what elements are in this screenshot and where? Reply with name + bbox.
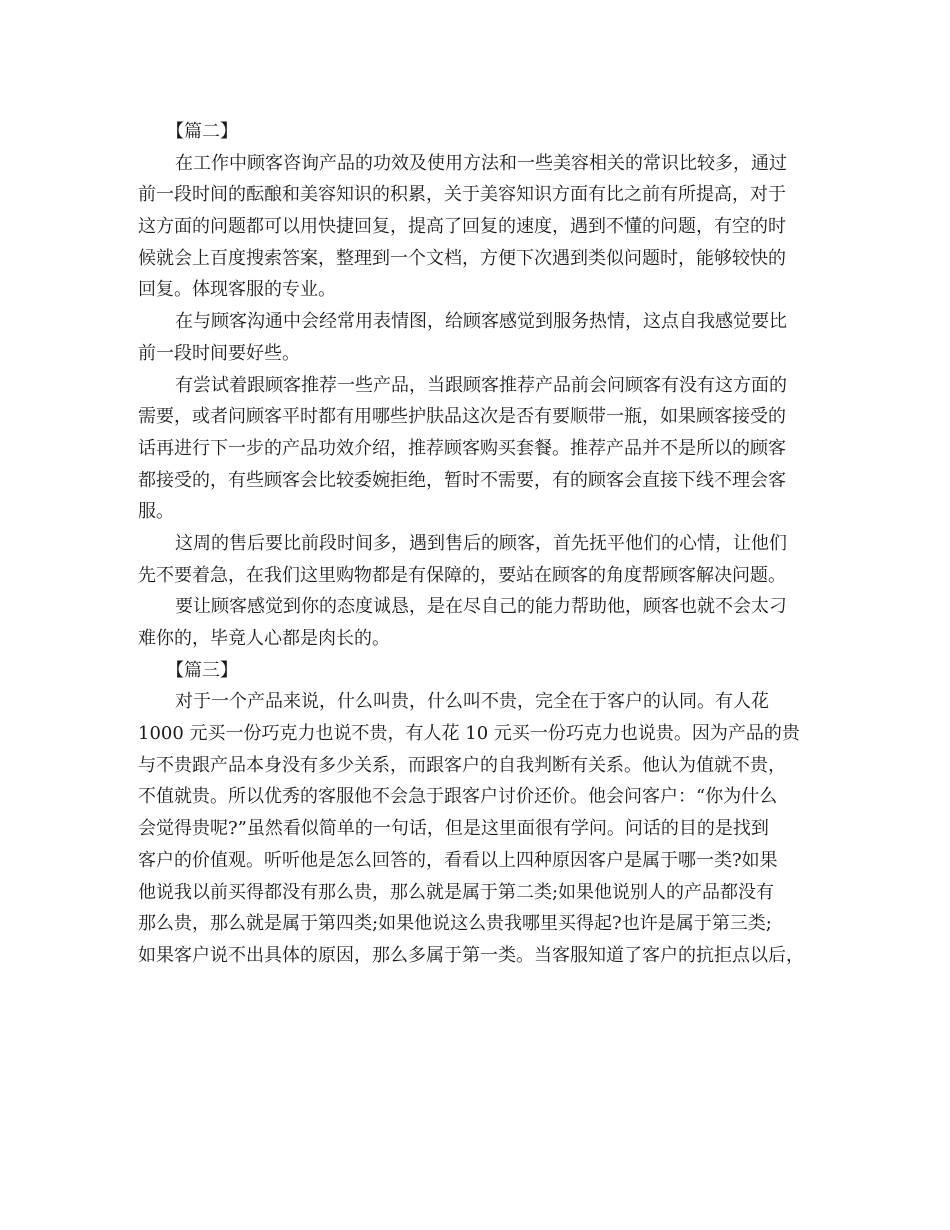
paragraph-line: 候就会上百度搜索答案，整理到一个文档，方便下次遇到类似问题时，能够较快的 (138, 247, 786, 269)
paragraph-line: 在工作中顾客咨询产品的功效及使用方法和一些美容相关的常识比较多，通过 (175, 152, 787, 174)
paragraph-line: 难你的，毕竟人心都是肉长的。 (138, 628, 390, 649)
paragraph-line: 回复。体现客服的专业。 (138, 279, 336, 301)
paragraph-line: 那么贵，那么就是属于第四类;如果他说这么贵我哪里买得起?也许是属于第三类; (138, 913, 772, 935)
paragraph-line: 1000 元买一份巧克力也说不贵，有人花 10 元买一份巧克力也说贵。因为产品的贵 (138, 723, 800, 745)
document-body (138, 116, 828, 972)
section-heading-3: 【篇三】 (166, 659, 238, 681)
paragraph-line: 要让顾客感觉到你的态度诚恳，是在尽自己的能力帮助他，顾客也就不会太刁 (175, 596, 787, 618)
paragraph-line: 对于一个产品来说，什么叫贵，什么叫不贵，完全在于客户的认同。有人花 (175, 691, 769, 713)
paragraph-line: 会觉得贵呢?”虽然看似简单的一句话，但是这里面很有学问。问话的目的是找到 (138, 818, 769, 840)
paragraph-line: 他说我以前买得都没有那么贵，那么就是属于第二类;如果他说别人的产品都没有 (138, 881, 775, 903)
paragraph-line: 不值就贵。所以优秀的客服他不会急于跟客户讨价还价。他会问客户：“你为什么 (138, 786, 778, 808)
paragraph-line: 先不要着急，在我们这里购物都是有保障的，要站在顾客的角度帮顾客解决问题。 (138, 564, 786, 586)
paragraph-line: 这周的售后要比前段时间多，遇到售后的顾客，首先抚平他们的心情，让他们 (175, 532, 787, 554)
paragraph-line: 都接受的，有些顾客会比较委婉拒绝，暂时不需要，有的顾客会直接下线不理会客 (138, 469, 786, 491)
paragraph-line: 如果客户说不出具体的原因，那么多属于第一类。当客服知道了客户的抗拒点以后， (138, 944, 804, 966)
paragraph-line: 需要，或者问顾客平时都有用哪些护肤品这次是否有要顺带一瓶，如果顾客接受的 (138, 406, 786, 428)
paragraph-line: 客户的价值观。听听他是怎么回答的，看看以上四种原因客户是属于哪一类?如果 (138, 849, 778, 871)
paragraph-line: 这方面的问题都可以用快捷回复，提高了回复的速度，遇到不懂的问题，有空的时 (138, 216, 786, 238)
paragraph-line: 有尝试着跟顾客推荐一些产品，当跟顾客推荐产品前会问顾客有没有这方面的 (175, 374, 787, 396)
paragraph-line: 前一段时间要好些。 (138, 342, 300, 364)
paragraph-line: 话再进行下一步的产品功效介绍，推荐顾客购买套餐。推荐产品并不是所以的顾客 (138, 437, 786, 459)
paragraph-line: 在与顾客沟通中会经常用表情图，给顾客感觉到服务热情，这点自我感觉要比 (175, 311, 787, 333)
paragraph-line: 服。 (138, 501, 174, 523)
section-heading-2: 【篇二】 (166, 121, 238, 142)
paragraph-line: 与不贵跟产品本身没有多少关系，而跟客户的自我判断有关系。他认为值就不贵， (138, 754, 786, 776)
paragraph-line: 前一段时间的酝酿和美容知识的积累，关于美容知识方面有比之前有所提高，对于 (138, 184, 786, 206)
